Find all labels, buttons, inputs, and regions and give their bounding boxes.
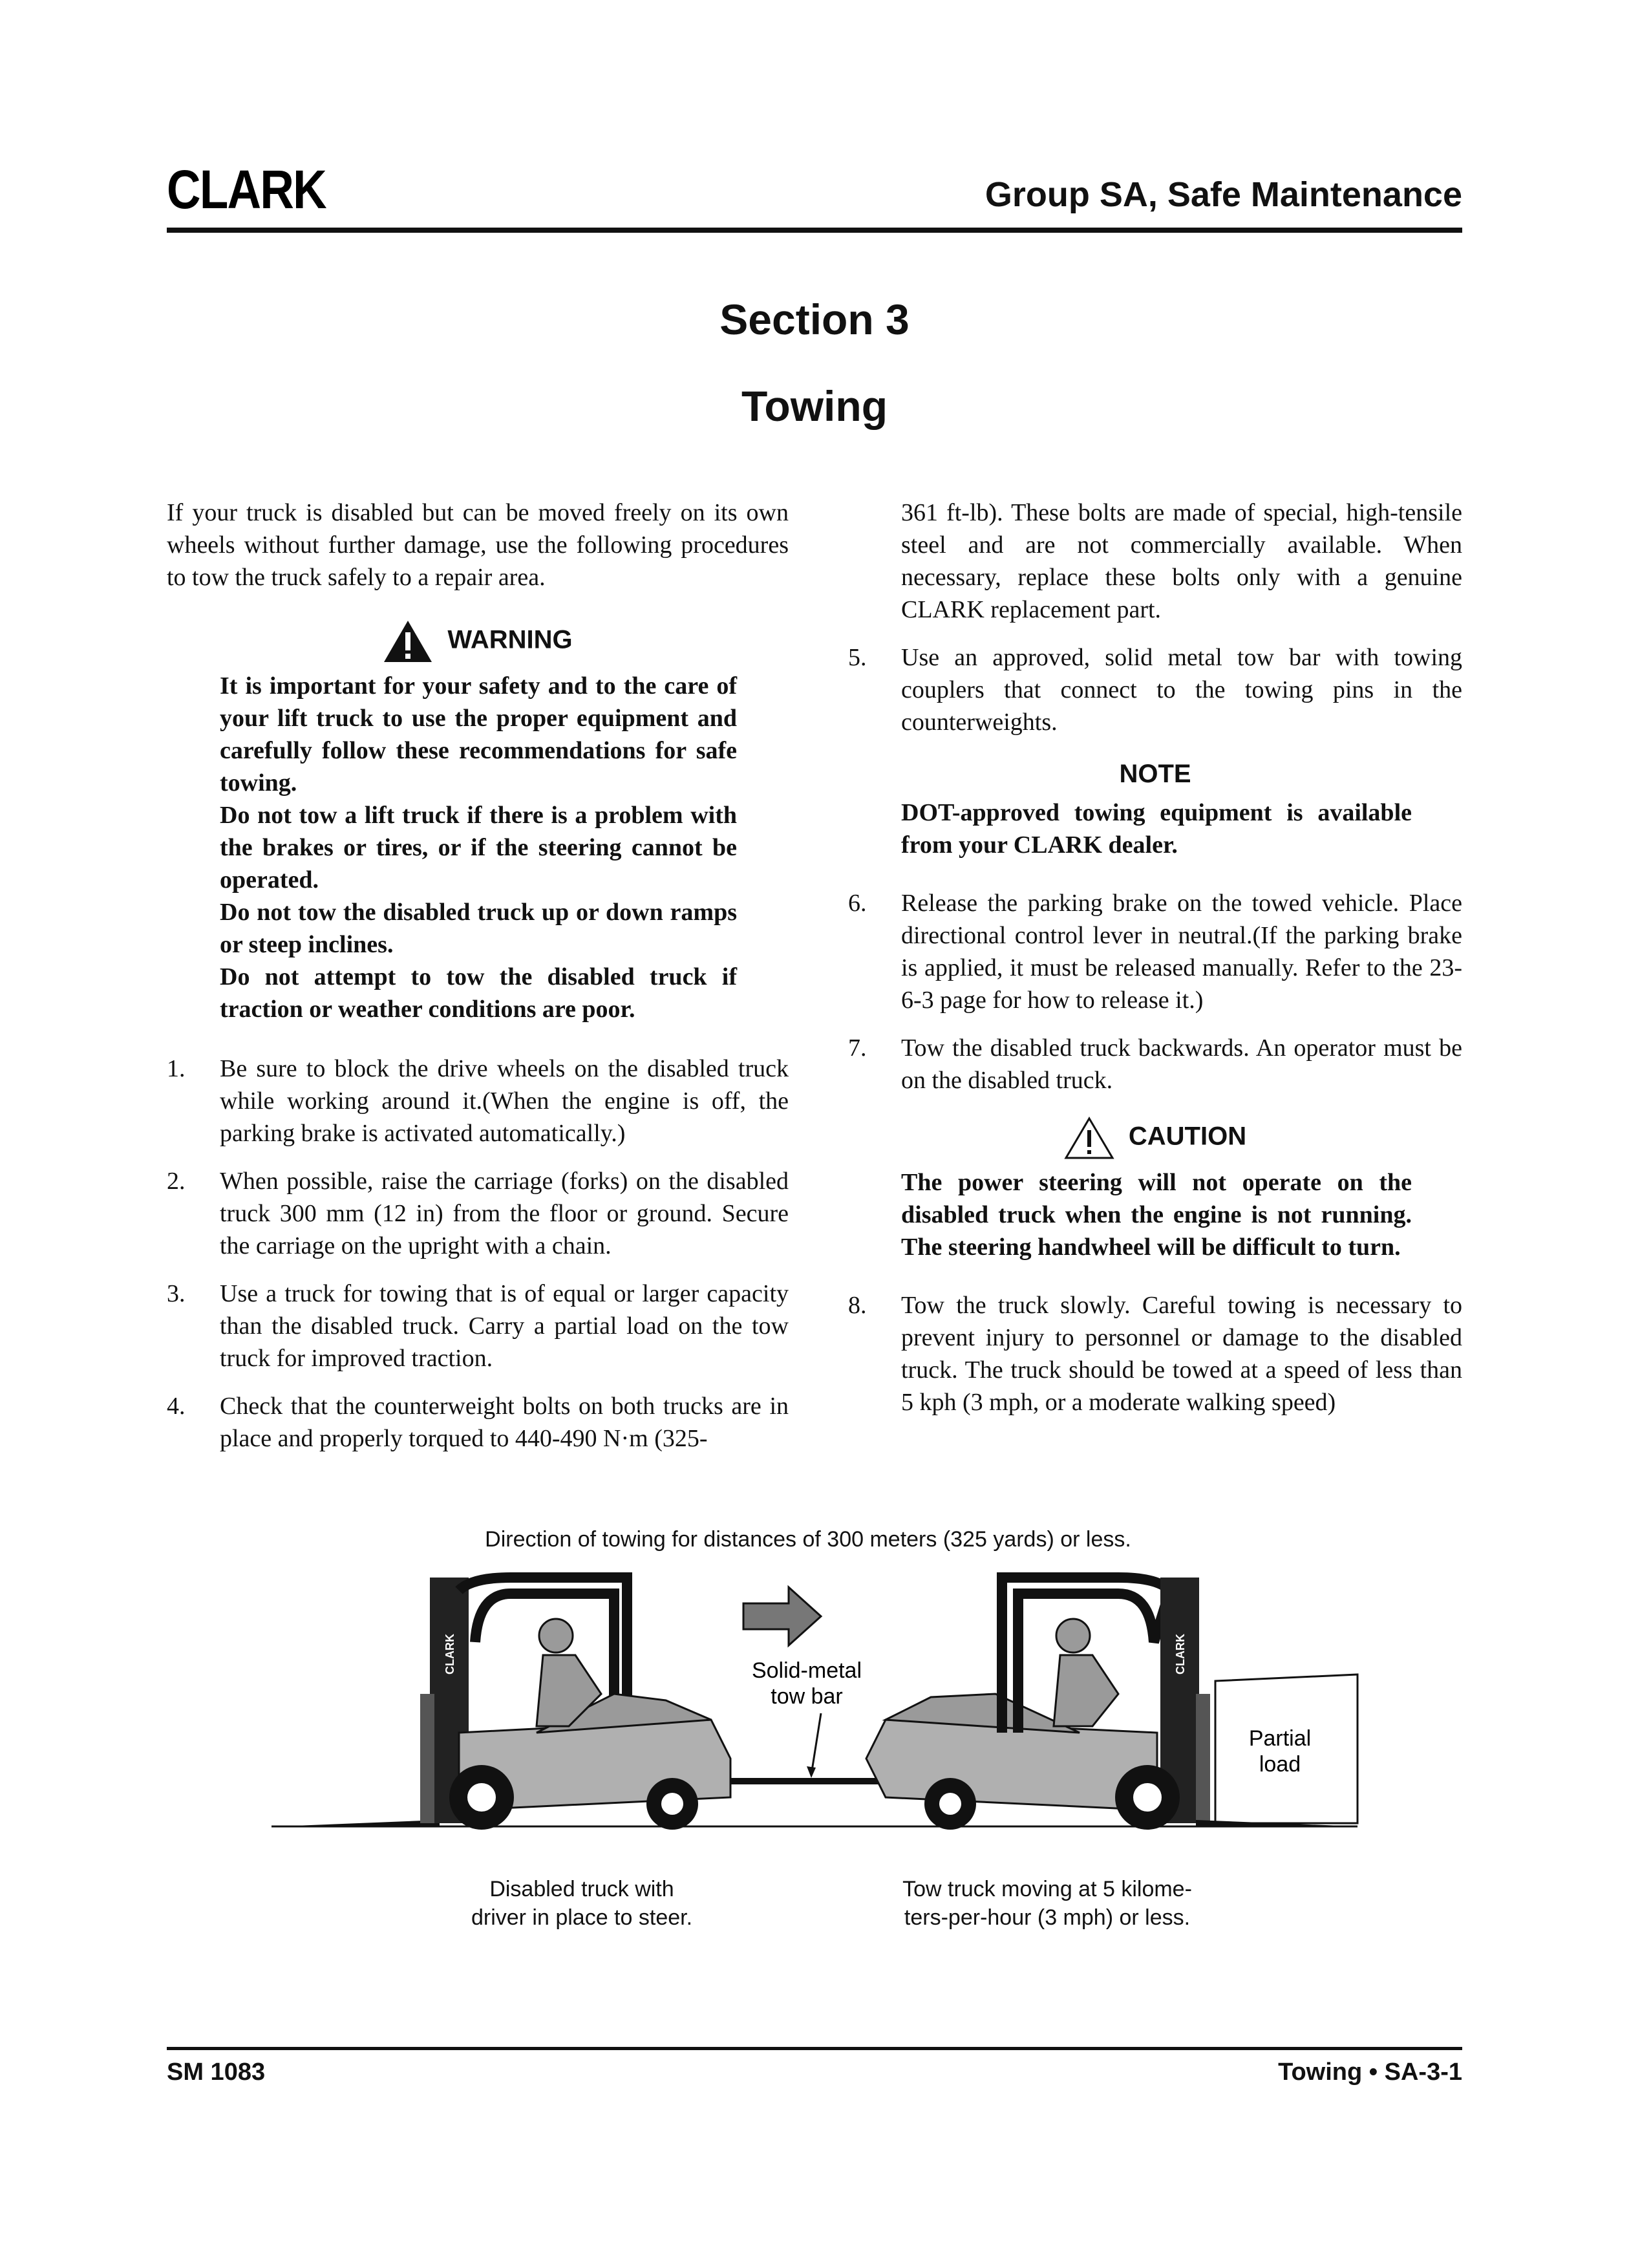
disabled-truck-label-line: Disabled truck with bbox=[489, 1877, 674, 1901]
footer-rule bbox=[167, 2047, 1462, 2050]
note-heading bbox=[848, 758, 1462, 790]
step-number: 2. bbox=[167, 1168, 186, 1195]
figure-caption: Direction of towing for distances of 300 meters (325 yards) or less. bbox=[485, 1527, 1131, 1552]
step-text: Release the parking brake on the towed vehicle. Place directional control lever in neutral.(If the parking brake is applied, it must be released manually. Refer to the 23-6-3 page for how to release it.) bbox=[901, 890, 1462, 1014]
step-item bbox=[848, 1289, 1462, 1418]
section-heading: Section 3 bbox=[719, 295, 910, 343]
group-title: Group SA, Safe Maintenance bbox=[985, 175, 1462, 214]
tow-truck-label-line: ters-per-hour (3 mph) or less. bbox=[904, 1905, 1191, 1930]
step-number: 4. bbox=[167, 1393, 186, 1420]
step-text: Tow the disabled truck backwards. An operator must be on the disabled truck. bbox=[901, 1034, 1462, 1094]
disabled-truck-label bbox=[388, 1875, 776, 1932]
disabled-truck-label-line: driver in place to steer. bbox=[471, 1905, 693, 1930]
warning-body bbox=[220, 670, 737, 1025]
tow-operator-body bbox=[1054, 1655, 1118, 1726]
caution-text: The power steering will not operate on the disabled truck when the engine is not running. The steering handwheel will be difficult to turn. bbox=[901, 1169, 1412, 1261]
clark-logo-text: CLARK bbox=[167, 159, 327, 220]
step-text: Check that the counterweight bolts on both trucks are in place and properly torqued to 440-490 N·m (325- bbox=[220, 1393, 789, 1452]
step-text: Use an approved, solid metal tow bar with towing couplers that connect to the towing pins in the counterweights. bbox=[901, 644, 1462, 736]
tow-bar-label: Solid-metal bbox=[751, 1658, 862, 1683]
step-text: When possible, raise the carriage (forks) on the disabled truck 300 mm (12 in) from the floor or ground. Secure the carriage on the upright with a chain. bbox=[220, 1168, 789, 1259]
disabled-fork bbox=[278, 1820, 440, 1826]
caution-body bbox=[901, 1166, 1412, 1263]
step-item bbox=[167, 1053, 789, 1150]
note-body bbox=[901, 797, 1412, 861]
right-column bbox=[848, 497, 1462, 1434]
tow-mast-logo: CLARK bbox=[1174, 1634, 1187, 1674]
note-text: DOT-approved towing equipment is available from your CLARK dealer. bbox=[901, 799, 1412, 859]
step-number: 1. bbox=[167, 1055, 186, 1082]
tow-operator-head bbox=[1056, 1619, 1090, 1653]
tow-body bbox=[866, 1720, 1157, 1810]
tow-truck-label-line: Tow truck moving at 5 kilome- bbox=[902, 1877, 1192, 1901]
warning-heading bbox=[167, 619, 789, 663]
warning-paragraph: Do not tow a lift truck if there is a problem with the brakes or tires, or if the steering cannot be operated. bbox=[220, 802, 737, 893]
header-rule bbox=[167, 228, 1462, 233]
disabled-mast-logo: CLARK bbox=[443, 1634, 456, 1674]
clark-logo-mark bbox=[167, 159, 328, 220]
step-item bbox=[167, 1390, 789, 1455]
step-item bbox=[848, 1032, 1462, 1097]
warning-paragraph: Do not attempt to tow the disabled truck if traction or weather conditions are poor. bbox=[220, 963, 737, 1023]
warning-paragraph: Do not tow the disabled truck up or down ramps or steep inclines. bbox=[220, 899, 737, 958]
caution-triangle-icon bbox=[1064, 1116, 1114, 1160]
steps-list-right-c bbox=[848, 1289, 1462, 1418]
warning-label: WARNING bbox=[447, 625, 573, 654]
step-item bbox=[167, 1165, 789, 1262]
footer-document-id: SM 1083 bbox=[167, 2059, 266, 2086]
towing-illustration bbox=[265, 1565, 1364, 1843]
step-number: 8. bbox=[848, 1292, 867, 1319]
warning-paragraph: It is important for your safety and to the care of your lift truck to use the proper equipment and carefully follow these recommendations for safe towing. bbox=[220, 672, 737, 797]
step-item bbox=[848, 887, 1462, 1016]
clark-logo bbox=[167, 159, 328, 220]
direction-arrow-icon bbox=[743, 1587, 821, 1645]
step-text: Be sure to block the drive wheels on the disabled truck while working around it.(When the engine is off, the parking brake is activated automatically.) bbox=[220, 1055, 789, 1147]
step-text: Tow the truck slowly. Careful towing is necessary to prevent injury to personnel or damage to the disabled truck. The truck should be towed at a speed of less than 5 kph (3 mph, or a moderate walking speed) bbox=[901, 1292, 1462, 1416]
tow-bar bbox=[730, 1778, 886, 1784]
warning-triangle-icon bbox=[383, 619, 433, 663]
caution-heading bbox=[848, 1116, 1462, 1160]
step-number: 3. bbox=[167, 1280, 186, 1307]
left-column bbox=[167, 497, 789, 1470]
step-number: 6. bbox=[848, 890, 867, 917]
partial-load-label: Partial bbox=[1248, 1726, 1312, 1751]
step-number: 7. bbox=[848, 1034, 867, 1062]
step-item bbox=[848, 641, 1462, 738]
step-number: 5. bbox=[848, 644, 867, 671]
step-item bbox=[167, 1278, 789, 1375]
page-title: Towing bbox=[741, 382, 888, 430]
partial-load-label: load bbox=[1259, 1752, 1301, 1777]
caution-label: CAUTION bbox=[1128, 1122, 1247, 1151]
disabled-truck bbox=[278, 1578, 730, 1830]
footer-page-ref: Towing • SA-3-1 bbox=[1278, 2059, 1462, 2086]
tow-truck-label bbox=[853, 1875, 1241, 1932]
tow-bar-pointer bbox=[811, 1713, 821, 1775]
intro-paragraph: If your truck is disabled but can be moved freely on its own wheels without further damage, use the following procedures to tow the truck safely to a repair area. bbox=[167, 499, 789, 591]
tow-truck bbox=[866, 1578, 1358, 1830]
step4-continued: 361 ft-lb). These bolts are made of special, high-tensile steel and are not commercially available. When necessary, replace these bolts only with a genuine CLARK replacement part. bbox=[901, 499, 1462, 623]
towing-diagram bbox=[265, 1565, 1364, 1843]
steps-list-left bbox=[167, 1053, 789, 1455]
steps-list-right-b bbox=[848, 887, 1462, 1097]
note-label: NOTE bbox=[1119, 760, 1191, 788]
step-text: Use a truck for towing that is of equal or larger capacity than the disabled truck. Carry a partial load on the tow truck for improved traction. bbox=[220, 1280, 789, 1372]
disabled-operator-head bbox=[539, 1619, 573, 1653]
steps-list-right-a bbox=[848, 641, 1462, 738]
tow-bar-label: tow bar bbox=[771, 1684, 843, 1709]
